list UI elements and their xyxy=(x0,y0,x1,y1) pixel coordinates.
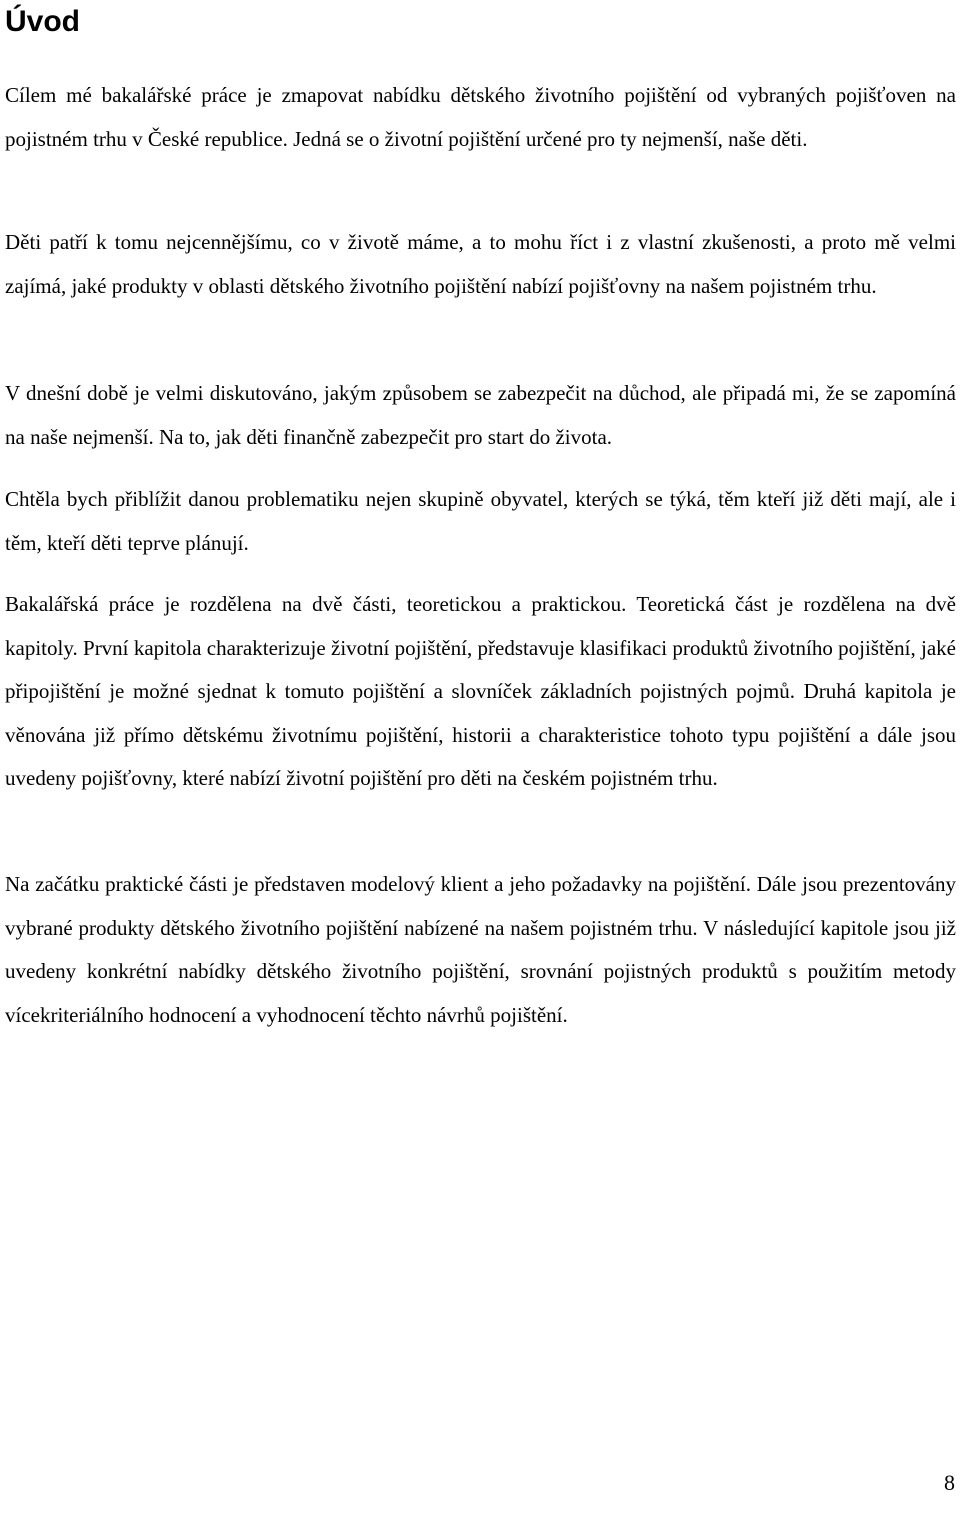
paragraph-1: Cílem mé bakalářské práce je zmapovat nabídku dětského životního pojištění od vybraných pojišťoven na pojistném trhu v České republice. Jedná se o životní pojištění určené pro ty nejmenší, naše děti. xyxy=(5,83,956,151)
paragraph-2: Děti patří k tomu nejcennějšímu, co v životě máme, a to mohu říct i z vlastní zkušenosti, a proto mě velmi zajímá, jaké produkty v oblasti dětského životního pojištění nabízí pojišťovny na našem pojistném trhu. xyxy=(5,230,956,298)
paragraph-4: Chtěla bych přiblížit danou problematiku nejen skupině obyvatel, kterých se týká, těm kteří již děti mají, ale i těm, kteří děti teprve plánují. xyxy=(5,487,956,555)
paragraph-5: Bakalářská práce je rozdělena na dvě části, teoretickou a praktickou. Teoretická část je rozdělena na dvě kapitoly. První kapitola charakterizuje životní pojištění, představuje klasifikaci produktů životního pojištění, jaké připojištění je možné sjednat k tomuto pojištění a slovníček základních pojistných pojmů. Druhá kapitola je věnována již přímo dětskému životnímu pojištění, historii a charakteristice tohoto typu pojištění a dále jsou uvedeny pojišťovny, které nabízí životní pojištění pro děti na českém pojistném trhu. xyxy=(5,592,956,790)
section-heading: Úvod xyxy=(5,5,80,38)
paragraph-6: Na začátku praktické části je představen modelový klient a jeho požadavky na pojištění. Dále jsou prezentovány vybrané produkty dětského životního pojištění nabízené na našem pojistném trhu. V následující kapitole jsou již uvedeny konkrétní nabídky dětského životního pojištění, srovnání pojistných produktů s použitím metody vícekriteriálního hodnocení a vyhodnocení těchto návrhů pojištění. xyxy=(5,872,956,1027)
paragraph-3: V dnešní době je velmi diskutováno, jakým způsobem se zabezpečit na důchod, ale připadá mi, že se zapomíná na naše nejmenší. Na to, jak děti finančně zabezpečit pro start do života. xyxy=(5,381,956,449)
page-number: 8 xyxy=(944,1470,955,1495)
